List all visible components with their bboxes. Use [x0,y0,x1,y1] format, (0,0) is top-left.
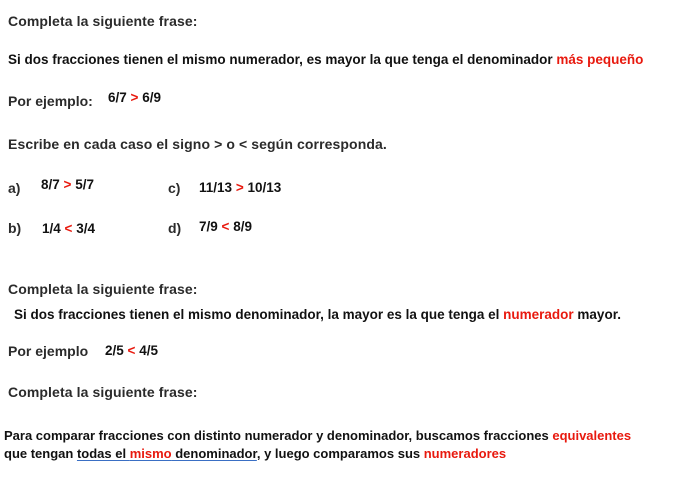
section3-line2-start: que tengan [4,446,77,461]
section2-example [105,343,158,358]
exercise-b-right: 3/4 [76,221,95,236]
section2-example-label: Por ejemplo [8,343,89,359]
exercise-c-right: 10/13 [247,180,282,195]
exercise-a-right: 5/7 [75,177,94,192]
exercise-c-sign: > [235,180,244,195]
exercise-c-label: c) [168,180,181,196]
example-sign: > [130,90,139,105]
section2-sentence [14,307,621,322]
section3-line2-mid: , y luego comparamos sus [256,446,424,461]
exercise-d-right: 8/9 [233,219,252,234]
exercise-b [42,221,95,236]
exercise-c-left: 11/13 [199,180,233,195]
section1-heading: Completa la siguiente frase: [8,13,198,29]
section2-example-left: 2/5 [105,343,124,358]
section3-line1-text: Para comparar fracciones con distinto numerador y denominador, buscamos fracciones [4,428,553,443]
exercise-d-sign: < [221,219,230,234]
section1-instruction: Escribe en cada caso el signo > o < según corresponda. [8,136,387,152]
exercise-d-label: d) [168,220,182,236]
section3-underlined-phrase [77,446,257,461]
section3-line1 [4,428,631,443]
section1-sentence-highlight: más pequeño [556,52,644,67]
section2-example-sign: < [127,343,136,358]
section3-heading: Completa la siguiente frase: [8,384,198,400]
exercise-b-label: b) [8,220,22,236]
section3-line2 [4,446,506,461]
section3-line2-highlight: numeradores [423,446,507,461]
exercise-c [199,180,281,195]
section1-sentence [8,52,643,67]
section1-sentence-text: Si dos fracciones tienen el mismo numerador, es mayor la que tenga el denominador [8,52,557,67]
section3-ul-red: mismo [129,446,172,461]
exercise-a [41,177,94,192]
exercise-d [199,219,252,234]
section2-sentence-highlight: numerador [503,307,574,322]
exercise-a-label: a) [8,180,21,196]
section3-line1-highlight: equivalentes [552,428,632,443]
section2-sentence-end: mayor. [573,307,621,322]
example-left: 6/7 [108,90,127,105]
example-right: 6/9 [142,90,161,105]
exercise-a-sign: > [63,177,72,192]
exercise-a-left: 8/7 [41,177,60,192]
section2-example-right: 4/5 [139,343,158,358]
section1-example [108,90,161,105]
section1-example-label: Por ejemplo: [8,93,93,109]
section3-ul-part2: denominador [171,446,257,461]
exercise-d-left: 7/9 [199,219,218,234]
exercise-b-left: 1/4 [42,221,61,236]
section2-sentence-start: Si dos fracciones tienen el mismo denominador, la mayor es la que tenga el [14,307,504,322]
section3-ul-part1: todas el [76,446,130,461]
exercise-b-sign: < [64,221,73,236]
section2-heading: Completa la siguiente frase: [8,281,198,297]
